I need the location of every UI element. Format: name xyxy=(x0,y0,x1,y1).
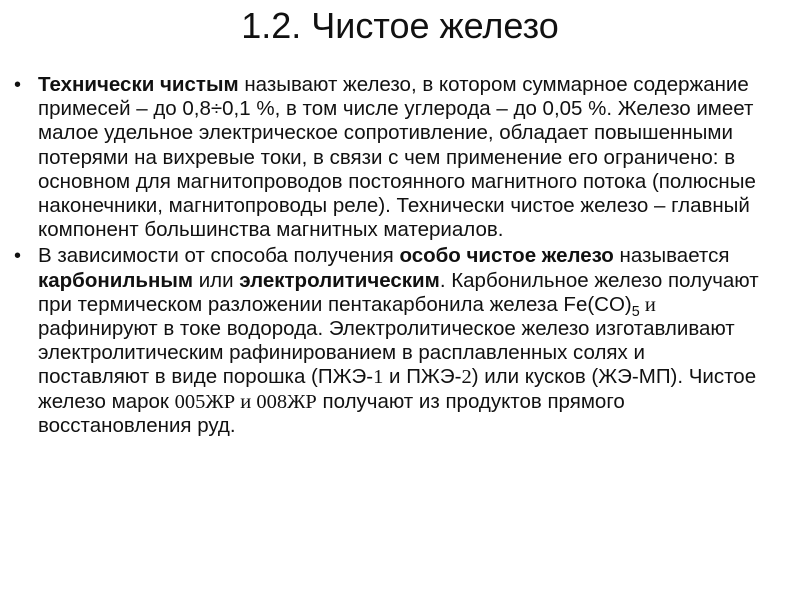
bullet-text xyxy=(38,244,759,436)
bullet-item-technical-iron xyxy=(0,73,800,242)
slide-title: 1.2. Чистое железо xyxy=(241,5,559,46)
text-span: и ПЖЭ- xyxy=(383,365,462,389)
serif-span: 2 xyxy=(461,366,472,389)
text-span: называют железо, в котором суммарное содержание примесей – до 0,8÷0,1 %, в том числе углерода – до 0,05 %. Железо имеет малое удельное электрическое сопротивление, обладает повышенными потерями на вихревые токи, в связи с чем применение его ограничено: в основном для магнитопроводов постоянного магнитного потока (полюсные наконечники, магнитопроводы реле). Технически чистое железо – главный компонент большинства магнитных материалов. xyxy=(38,73,756,242)
text-span: . Карбонильное железо получают при термическом разложении пентакарбонила железа Fe(CO) xyxy=(38,268,759,316)
text-span: рафинируют в токе водорода. Электролитическое железо изготавливают электролитическим рафинированием в расплавленных солях и поставляют в виде порошка (ПЖЭ- xyxy=(38,317,735,389)
bullet-marker: • xyxy=(14,245,22,268)
text-span: или xyxy=(193,268,240,292)
bold-term: особо чистое железо xyxy=(399,244,614,268)
text-span: В зависимости от способа получения xyxy=(38,244,400,268)
bold-term: карбонильным xyxy=(38,268,194,292)
subscript: 5 xyxy=(631,303,640,320)
bold-term: электролитическим xyxy=(239,268,440,292)
bullet-marker: • xyxy=(14,74,22,96)
text-span: называется xyxy=(613,244,730,268)
bold-term: Технически чистым xyxy=(38,73,239,96)
bullet-item-pure-iron xyxy=(0,244,800,438)
grade-codes: 005ЖР и 008ЖР xyxy=(174,390,317,413)
serif-span: 1 xyxy=(373,366,384,389)
bullet-list xyxy=(0,73,800,440)
text-span: получают из продуктов прямого восстановления руд. xyxy=(38,389,625,437)
text-span: ) или кусков (ЖЭ-МП). Чистое железо марок xyxy=(38,365,757,413)
serif-span: и xyxy=(639,293,656,316)
bullet-text xyxy=(38,73,756,241)
